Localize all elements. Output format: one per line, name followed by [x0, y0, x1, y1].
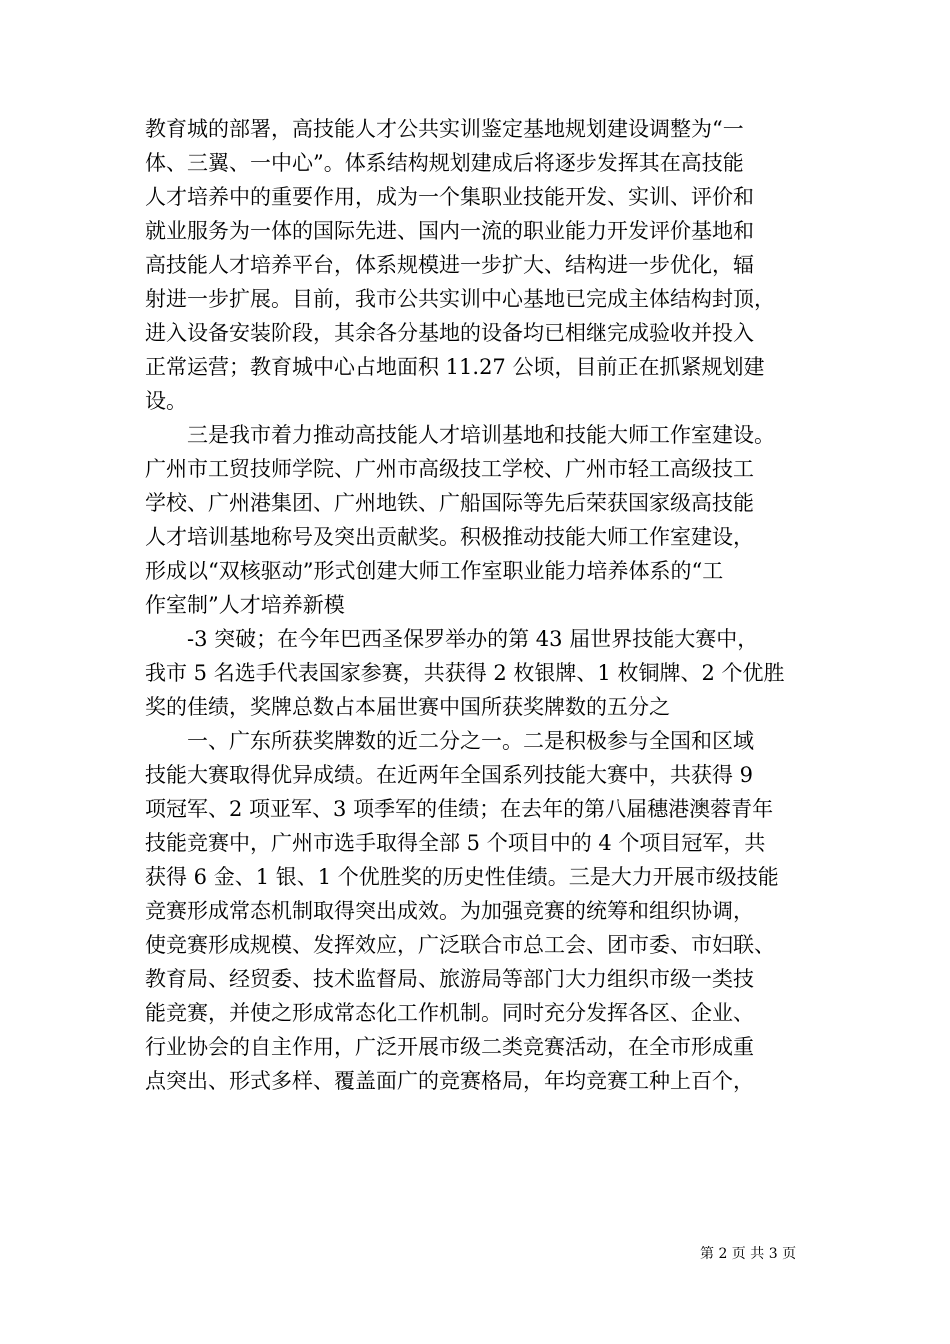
text-line: 人才培训基地称号及突出贡献奖。积极推动技能大师工作室建设，: [145, 525, 754, 549]
text-line: 高技能人才培养平台，体系规模进一步扩大、结构进一步优化，辐: [145, 253, 754, 277]
text-line: 获得 6 金、1 银、1 个优胜奖的历史性佳绩。三是大力开展市级技能: [145, 865, 779, 889]
page-number: 第 2 页 共 3 页: [700, 1246, 797, 1262]
text-line: 作室制”人才培养新模: [145, 593, 345, 617]
text-line: 点突出、形式多样、覆盖面广的竞赛格局，年均竞赛工种上百个，: [145, 1069, 754, 1093]
text-line: 项冠军、2 项亚军、3 项季军的佳绩；在去年的第八届穗港澳蓉青年: [145, 797, 774, 821]
text-line: 技能竞赛中，广州市选手取得全部 5 个项目中的 4 个项目冠军，共: [145, 831, 766, 855]
text-line: 广州市工贸技师学院、广州市高级技工学校、广州市轻工高级技工: [145, 457, 754, 481]
text-line: 竞赛形成常态机制取得突出成效。为加强竞赛的统筹和组织协调，: [145, 899, 754, 923]
text-line: 技能大赛取得优异成绩。在近两年全国系列技能大赛中，共获得 9: [145, 763, 754, 787]
text-line: -3 突破；在今年巴西圣保罗举办的第 43 届世界技能大赛中，: [187, 627, 759, 651]
document-body: [145, 112, 810, 1098]
text-line: 行业协会的自主作用，广泛开展市级二类竞赛活动，在全市形成重: [145, 1035, 754, 1059]
text-line: 人才培养中的重要作用，成为一个集职业技能开发、实训、评价和: [145, 185, 754, 209]
text-line: 就业服务为一体的国际先进、国内一流的职业能力开发评价基地和: [145, 219, 754, 243]
text-line: 奖的佳绩，奖牌总数占本届世赛中国所获奖牌数的五分之: [145, 695, 670, 719]
text-line: 我市 5 名选手代表国家参赛，共获得 2 枚银牌、1 枚铜牌、2 个优胜: [145, 661, 785, 685]
text-line: 一、广东所获奖牌数的近二分之一。二是积极参与全国和区域: [187, 729, 754, 753]
text-line: 进入设备安装阶段，其余各分基地的设备均已相继完成验收并投入: [145, 321, 754, 345]
text-line: 设。: [145, 389, 187, 413]
text-line: 能竞赛，并使之形成常态化工作机制。同时充分发挥各区、企业、: [145, 1001, 754, 1025]
text-line: 正常运营；教育城中心占地面积 11.27 公顷，目前正在抓紧规划建: [145, 355, 765, 379]
text-line: 体、三翼、一中心”。体系结构规划建成后将逐步发挥其在高技能: [145, 151, 744, 175]
text-line: 学校、广州港集团、广州地铁、广船国际等先后荣获国家级高技能: [145, 491, 754, 515]
text-line: 射进一步扩展。目前，我市公共实训中心基地已完成主体结构封顶，: [145, 287, 775, 311]
text-line: 教育城的部署，高技能人才公共实训鉴定基地规划建设调整为“一: [145, 117, 744, 141]
text-line: 教育局、经贸委、技术监督局、旅游局等部门大力组织市级一类技: [145, 967, 754, 991]
text-line: 形成以“双核驱动”形式创建大师工作室职业能力培养体系的“工: [145, 559, 724, 583]
text-line: 三是我市着力推动高技能人才培训基地和技能大师工作室建设。: [187, 423, 775, 447]
text-line: 使竞赛形成规模、发挥效应，广泛联合市总工会、团市委、市妇联、: [145, 933, 775, 957]
